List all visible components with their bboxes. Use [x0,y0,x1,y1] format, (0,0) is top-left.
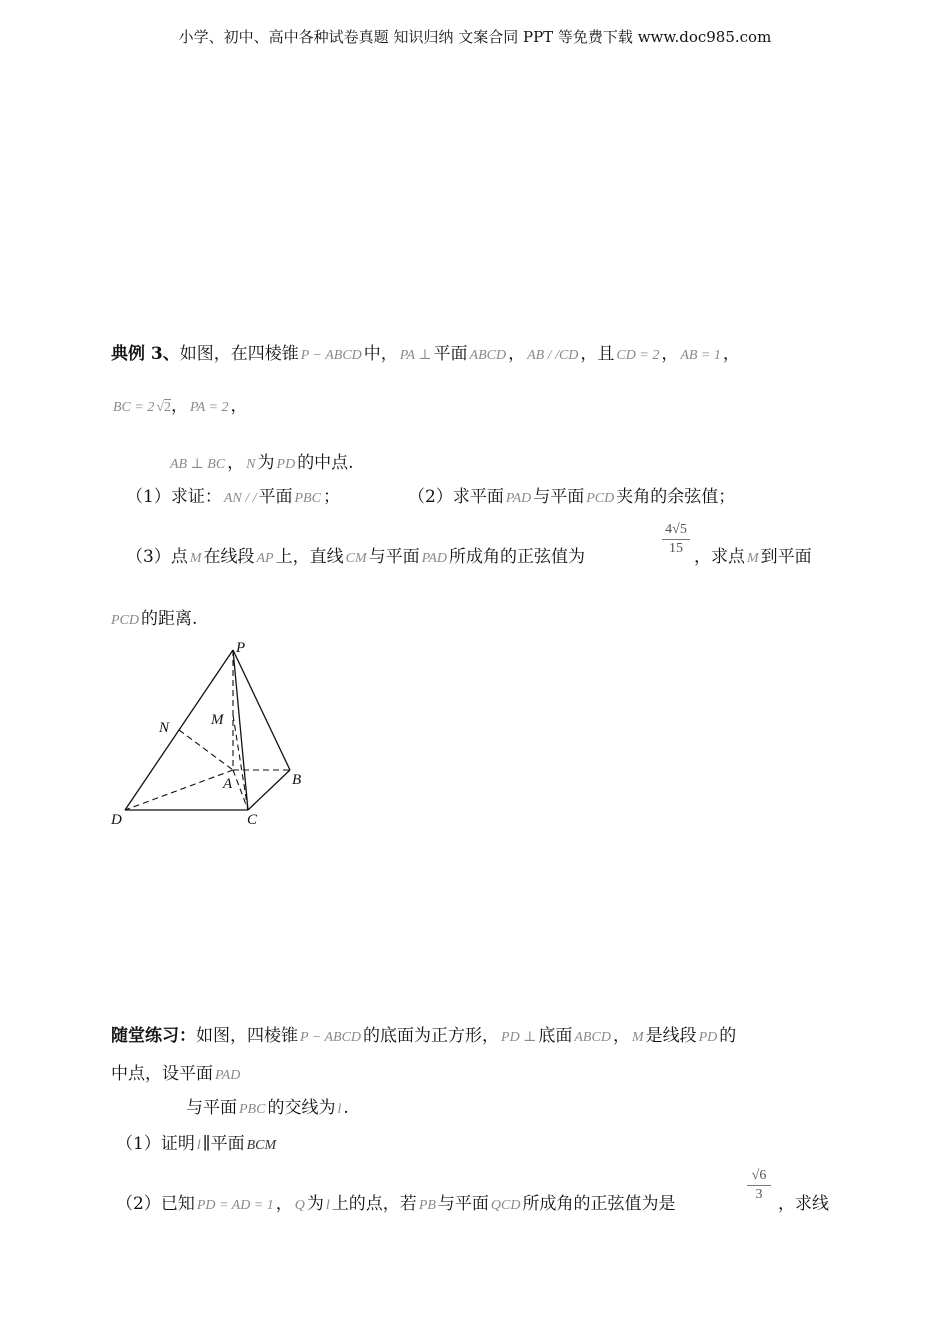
math: AB / /CD [527,348,579,363]
math: l [196,1138,201,1153]
text: ， [275,1194,293,1214]
text: ， [230,396,248,416]
math: CD = 2 [616,348,660,363]
text: ， [227,453,245,473]
fraction-numerator: √6 [751,1168,767,1183]
text: （2）求平面 [408,487,504,507]
text: 的底面为正方形， [363,1026,500,1046]
fraction-denominator: 15 [669,541,683,556]
math: PA = 2 [190,400,229,415]
text: . [343,1098,349,1118]
text: 上的点，若 [331,1194,417,1214]
text: ∥平面 [202,1134,245,1154]
math: PD ⊥ [501,1030,537,1045]
math: M [189,551,202,566]
label-C: C [247,812,258,828]
sqrt-symbol: √ [156,400,165,415]
example3-line5-part2 [694,546,812,570]
math: ABCD [469,348,507,363]
math: PD = AD = 1 [196,1198,274,1213]
text: 中， [363,344,398,364]
math: PAD [421,551,448,566]
example3-line5 [126,546,585,570]
label-P: P [236,640,246,656]
example3-line3 [168,452,354,476]
example3-line2 [111,395,248,419]
text: 的距离. [141,609,198,629]
math: PAD [505,491,532,506]
label-N: N [159,720,170,736]
text: ， [661,344,679,364]
math: PD [276,457,296,472]
text: 的交线为 [267,1098,336,1118]
practice-title: 随堂练习： [111,1026,196,1046]
math: P − ABCD [300,1030,362,1045]
practice-line3 [186,1097,349,1121]
text: 为 [306,1194,324,1214]
math: CM [345,551,367,566]
math: BCM [246,1138,277,1153]
math: l [337,1102,342,1117]
fraction-numerator: 4√5 [665,522,687,537]
math: AB ⊥ BC [170,457,226,472]
practice-line5-part2 [778,1193,829,1215]
math: N [246,457,256,472]
text: ，且 [580,344,615,364]
text: ， [722,344,740,364]
fraction-bar [662,539,690,540]
fraction-denominator: 3 [755,1187,763,1202]
label-D: D [111,812,122,828]
math: AB = 1 [680,348,721,363]
text: （3）点 [126,547,188,567]
math: M [747,551,759,566]
text: 的 [719,1026,737,1046]
practice-line4 [116,1133,278,1157]
practice-line5 [116,1193,675,1217]
text: ， [612,1026,630,1046]
text: 如图，四棱锥 [196,1026,298,1046]
math: BC = 2 [113,400,155,415]
text: ，求线 [778,1194,829,1214]
math: AP [256,551,274,566]
example3-line4-part2 [408,486,735,510]
fraction-sqrt6-over-3 [747,1168,771,1203]
math: PCD [111,613,139,628]
text: ； [322,487,340,507]
text: （1）求证： [126,487,222,507]
text: 到平面 [760,547,812,567]
text: ， [171,396,189,416]
math: l [325,1198,330,1213]
edge-CB [248,770,290,810]
label-B: B [292,772,302,788]
text: 夹角的余弦值； [616,487,736,507]
segment-NA [179,730,233,770]
fraction-4sqrt5-over-15 [662,522,690,557]
fraction-bar [747,1185,771,1186]
math: PA ⊥ [399,348,432,363]
math: Q [294,1198,305,1213]
pyramid-figure-geometry [105,640,315,830]
example3-line4 [126,486,340,510]
text: 与平面 [437,1194,489,1214]
math: PBC [239,1102,266,1117]
math: PD [698,1030,718,1045]
edge-AD [125,770,233,810]
text: 与平面 [368,547,420,567]
page-header: 小学、初中、高中各种试卷真题 知识归纳 文案合同 PPT 等免费下载 www.doc985.com [178,28,772,46]
text: ，求点 [694,547,745,567]
text: ， [508,344,526,364]
math: PCD [586,491,615,506]
text: 所成角的正弦值为是 [522,1194,676,1214]
text: 平面 [433,344,468,364]
math: AN / / [223,491,257,506]
example3-title: 典例 3、 [111,344,180,364]
text: （2）已知 [116,1194,195,1214]
math: ABCD [574,1030,611,1045]
text: 所成角的正弦值为 [449,547,586,567]
math: 2 [164,400,172,415]
text: 上，直线 [275,547,344,567]
math: P − ABCD [300,348,362,363]
math: PBC [294,491,321,506]
label-A: A [223,776,233,792]
text: 是线段 [645,1026,697,1046]
text: 底面 [538,1026,573,1046]
text: 为 [257,453,275,473]
math: PB [418,1198,436,1213]
edge-PB [233,650,290,770]
text: 平面 [258,487,293,507]
text: 的中点. [297,453,354,473]
text: （1）证明 [116,1134,195,1154]
math: M [631,1030,644,1045]
math: QCD [490,1198,521,1213]
math: PAD [215,1068,241,1083]
example3-line1 [111,343,740,367]
text: 如图，在四棱锥 [179,344,299,364]
practice-line2 [111,1063,242,1087]
text: 中点，设平面 [111,1064,213,1084]
label-M: M [211,712,224,728]
example3-line6 [111,608,197,632]
text: 与平面 [186,1098,237,1118]
text: 与平面 [533,487,585,507]
text: 在线段 [203,547,255,567]
practice-line1 [111,1025,736,1049]
